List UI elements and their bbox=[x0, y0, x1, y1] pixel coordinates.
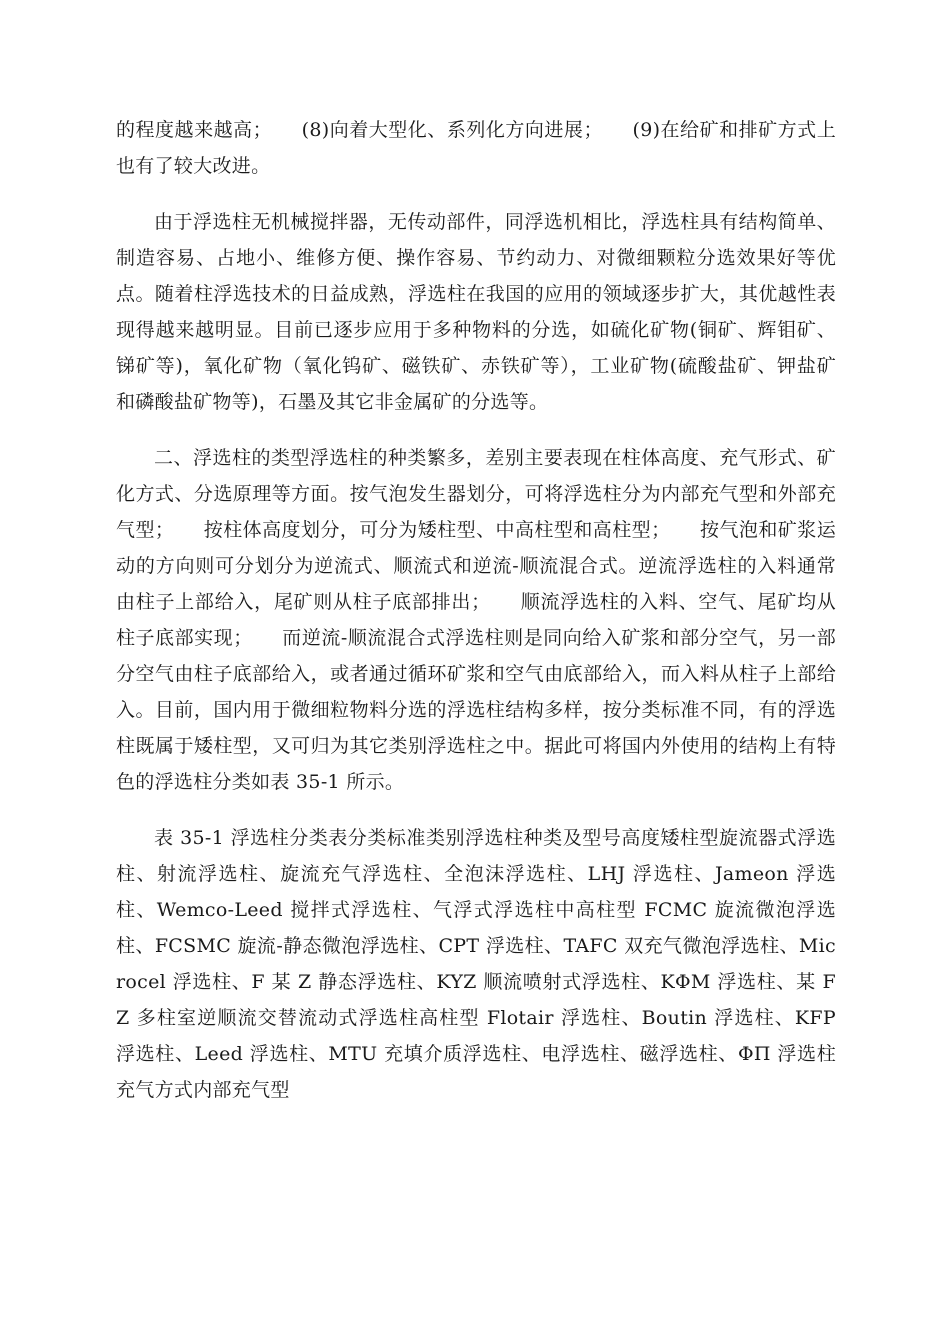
paragraph-continued: 的程度越来越高； (8)向着大型化、系列化方向进展； (9)在给矿和排矿方式上也有了较大改进。 bbox=[116, 119, 836, 177]
document-page bbox=[116, 112, 836, 1128]
paragraph-advantages: 由于浮选柱无机械搅拌器，无传动部件，同浮选机相比，浮选柱具有结构简单、制造容易、占地小、维修方便、操作容易、节约动力、对微细颗粒分选效果好等优点。随着柱浮选技术的日益成熟，浮选柱在我国的应用的领域逐步扩大，其优越性表现得越来越明显。目前已逐步应用于多种物料的分选，如硫化矿物(铜矿、辉钼矿、锑矿等)，氧化矿物（氧化钨矿、磁铁矿、赤铁矿等），工业矿物(硫酸盐矿、钾盐矿和磷酸盐矿物等)，石墨及其它非金属矿的分选等。 bbox=[116, 211, 836, 413]
paragraph-column-types: 二、浮选柱的类型浮选柱的种类繁多，差别主要表现在柱体高度、充气形式、矿化方式、分选原理等方面。按气泡发生器划分，可将浮选柱分为内部充气型和外部充气型； 按柱体高度划分，可分为矮柱型、中高柱型和高柱型； 按气泡和矿浆运动的方向则可分划分为逆流式、顺流式和逆流-顺流混合式。逆流浮选柱的入料通常由柱子上部给入，尾矿则从柱子底部排出； 顺流浮选柱的入料、空气、尾矿均从柱子底部实现； 而逆流-顺流混合式浮选柱则是同向给入矿浆和部分空气，另一部分空气由柱子底部给入，或者通过循环矿浆和空气由底部给入，而入料从柱子上部给入。目前，国内用于微细粒物料分选的浮选柱结构多样，按分类标准不同，有的浮选柱既属于矮柱型，又可归为其它类别浮选柱之中。据此可将国内外使用的结构上有特色的浮选柱分类如表 35-1 所示。 bbox=[116, 447, 836, 793]
paragraph-table-35-1: 表 35-1 浮选柱分类表分类标准类别浮选柱种类及型号高度矮柱型旋流器式浮选柱、射流浮选柱、旋流充气浮选柱、全泡沫浮选柱、LHJ 浮选柱、Jameon 浮选柱、Wemco-Leed 搅拌式浮选柱、气浮式浮选柱中高柱型 FCMC 旋流微泡浮选柱、FCSMC 旋流-静态微泡浮选柱、CPT 浮选柱、TAFC 双充气微泡浮选柱、Microcel 浮选柱、F 某 Z 静态浮选柱、KYZ 顺流喷射式浮选柱、KΦM 浮选柱、某 FZ 多柱室逆顺流交替流动式浮选柱高柱型 Flotair 浮选柱、Boutin 浮选柱、KFP 浮选柱、Leed 浮选柱、MTU 充填介质浮选柱、电浮选柱、磁浮选柱、ΦΠ 浮选柱充气方式内部充气型 bbox=[116, 827, 836, 1101]
